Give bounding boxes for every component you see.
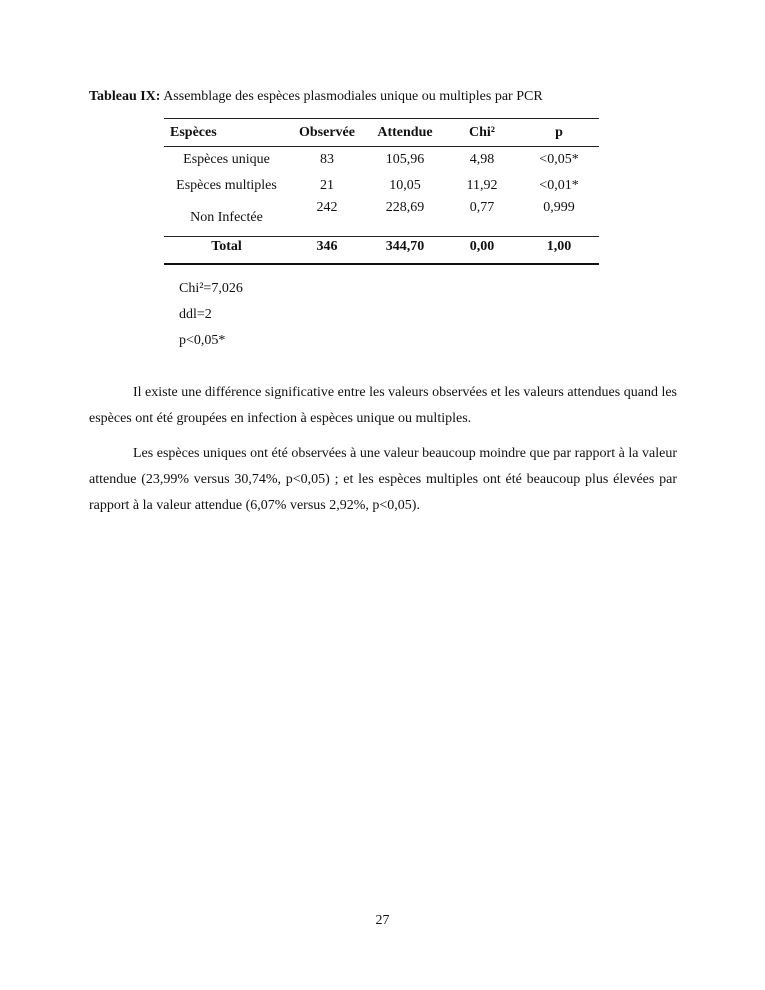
cell-chi2: 4,98: [469, 152, 495, 167]
cell-espece: Non Infectée: [190, 210, 263, 225]
total-attendue: 344,70: [385, 239, 425, 254]
header-p: p: [555, 124, 563, 140]
degrees-of-freedom: ddl=2: [179, 307, 212, 322]
table-total-row: [164, 237, 599, 264]
page-number: 27: [375, 913, 390, 928]
header-especes: Espèces: [170, 124, 217, 140]
species-table: [164, 118, 599, 265]
table-row: [164, 173, 599, 199]
table-row: [164, 199, 599, 237]
total-label: Total: [211, 239, 242, 254]
total-observee: 346: [316, 239, 338, 254]
cell-chi2: 11,92: [466, 178, 498, 193]
cell-p: <0,01*: [539, 178, 579, 193]
cell-attendue: 105,96: [385, 152, 425, 167]
chi2-statistic: Chi²=7,026: [179, 281, 243, 296]
cell-p: <0,05*: [539, 152, 579, 167]
paragraph-interpretation: Les espèces uniques ont été observées à une valeur beaucoup moindre que par rapport à la valeur attendue (23,99% versus 30,74%, p<0,05) ; et les espèces multiples ont été beaucoup plus élevées par rapport à la valeur attendue (6,07% versus 2,92%, p<0,05).: [89, 446, 677, 513]
table-row: [164, 147, 599, 174]
caption-label: Tableau IX:: [89, 89, 161, 104]
cell-chi2: 0,77: [469, 200, 495, 215]
p-value: p<0,05*: [179, 333, 226, 348]
cell-observee: 83: [320, 152, 334, 167]
header-chi2: Chi²: [469, 124, 495, 140]
caption-text: Assemblage des espèces plasmodiales unique ou multiples par PCR: [163, 89, 543, 104]
total-p: 1,00: [546, 239, 572, 254]
cell-observee: 242: [316, 200, 338, 215]
cell-p: 0,999: [543, 200, 575, 215]
cell-attendue: 228,69: [385, 200, 425, 215]
total-chi2: 0,00: [469, 239, 495, 254]
paragraph-difference: Il existe une différence significative entre les valeurs observées et les valeurs attendues quand les espèces ont été groupées en infection à espèces unique ou multiples.: [89, 385, 677, 426]
cell-attendue: 10,05: [389, 178, 421, 193]
cell-espece: Espèces unique: [183, 152, 270, 167]
header-observee: Observée: [299, 124, 355, 140]
cell-espece: Espèces multiples: [176, 178, 277, 193]
header-attendue: Attendue: [377, 124, 433, 140]
table-caption: [89, 89, 543, 105]
table-header-row: [164, 119, 599, 147]
cell-observee: 21: [320, 178, 334, 193]
